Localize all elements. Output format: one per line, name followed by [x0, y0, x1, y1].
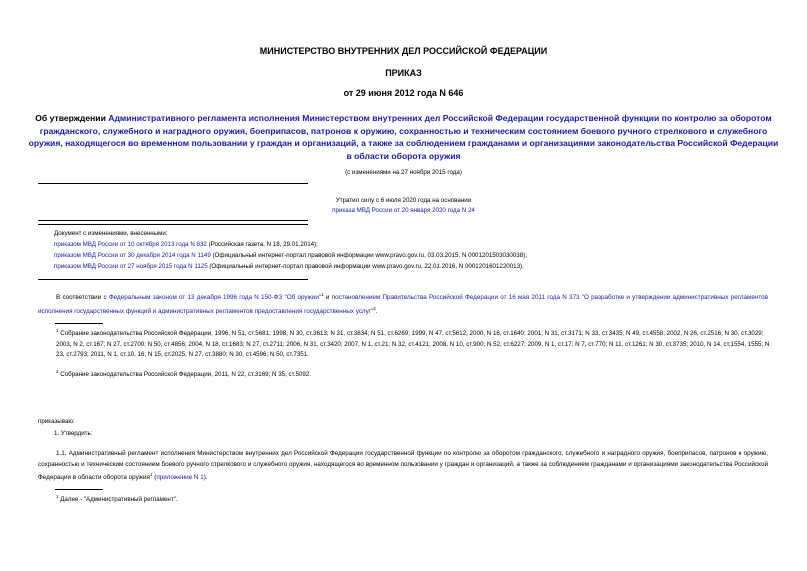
- footnote-2: [56, 367, 776, 381]
- footnote-divider: [55, 323, 103, 324]
- ministry-heading: МИНИСТЕРСТВО ВНУТРЕННИХ ДЕЛ РОССИЙСКОЙ ФЕДЕРАЦИИ: [259, 46, 548, 56]
- regulation-title-link[interactable]: Административного регламента исполнения Министерством внутренних дел Российской Федерации государственной функции по контролю за оборотом гражданского, служебного и наградного оружия, боеприпасов, патронов к оружию, сохранностью и техническим состоянием боевого ручного стрелкового и служебного оружия, находящегося во временном пользовании у граждан и организаций, а также за соблюдением гражданами и организациями законодательства Российской Федерации в области оборота оружия: [28, 113, 779, 161]
- preamble-paragraph: [38, 290, 768, 317]
- weapons-law-link[interactable]: Федеральным законом от 13 декабря 1996 года N 150-ФЗ "Об оружии": [108, 294, 322, 302]
- preamble-text: и: [323, 294, 332, 302]
- order-date: от 29 июня 2012 года N 646: [343, 88, 464, 98]
- change-order-link[interactable]: приказом МВД России от 27 ноября 2015 года N 1125: [54, 263, 208, 270]
- approve-text: 1. Утвердить:: [54, 430, 93, 437]
- footnote-number: 1: [56, 494, 59, 499]
- title-prefix: Об утверждении: [35, 113, 109, 123]
- changes-heading: Документ с изменениями, внесенными:: [54, 230, 168, 237]
- change-source: (Официальный интернет-портал правовой информации www.pravo.gov.ru, 03.03.2015, N 0001201503030038);: [210, 252, 527, 259]
- footnote-divider: [55, 489, 103, 490]
- order-heading: ПРИКАЗ: [385, 68, 422, 78]
- footnote-ref[interactable]: 1: [321, 292, 324, 297]
- footnote-ref[interactable]: 2: [373, 305, 376, 311]
- change-item: [54, 241, 318, 249]
- footnote-1: [56, 326, 776, 361]
- change-order-link[interactable]: приказом МВД России от 30 декабря 2014 года N 1149: [54, 252, 211, 259]
- footnote-text: Собрание законодательства Российской Федерации, 1996, N 51, ст.5681; 1998, N 30, ст.3613; N 31, ст.3834; N 51, ст.6269; 1999, N 47, ст.5612; 2000, N 16, ст.1640; 2001, N 31, ст.3171; N 33, ст.3435; N 49, ст.4558; 2002, N 26, ст.2516; N 30, ст.3029; 2003, N 2, ст.167; N 27, ст.2700; N 50, ст.4856; 2004, N 18, ст.1683; N 27, ст.2711; 2006, N 31, ст.3420; 2007, N 1, ст.21; N 32, ст.4121; 2008, N 10, ст.900; N 52, ст.6227; 2009, N 1, ст.17; N 7, ст.770; N 11, ст.1261; N 30, ст.3735; 2010, N 14, ст.1554, 1555; N 23, ст.2793; 2011, N 1, ст.10, 16; N 15, ст.2025; N 27, ст.3880; N 30, ст.4596; N 50, ст.7351.: [56, 330, 770, 359]
- paragraph-text: ).: [203, 474, 208, 482]
- footnote-number: 1: [56, 328, 59, 333]
- change-source: (Официальный интернет-портал правовой информации www.pravo.gov.ru, 22.01.2016, N 0001201601220013).: [207, 263, 524, 270]
- preamble-text: .: [375, 307, 378, 315]
- change-item: [54, 263, 524, 271]
- footnote-number: 2: [56, 369, 59, 374]
- preamble-text: В соответствии с: [56, 294, 109, 302]
- footnote-text: Далее - "Административный регламент".: [58, 496, 178, 504]
- repealed-note: Утратил силу с 6 июля 2020 года на основании: [335, 197, 472, 204]
- orders-text: приказываю:: [38, 418, 75, 425]
- footnote-ref[interactable]: 1: [149, 472, 153, 477]
- divider: [38, 279, 308, 280]
- paragraph-text: (: [152, 474, 157, 482]
- change-order-link[interactable]: приказом МВД России от 10 октября 2013 года N 832: [54, 241, 207, 248]
- divider: [38, 224, 308, 225]
- change-item: [54, 252, 527, 260]
- paragraph-1-1: [38, 449, 768, 484]
- paragraph-text: 1.1. Административный регламент исполнения Министерством внутренних дел Российской Федерации государственной функции по контролю за оборотом гражданского, служебного и наградного оружия, боеприпасов, патронов к оружию, сохранностью и техническим состоянием боевого ручного стрелкового и служебного оружия, находящегося во временном пользовании у граждан и организаций, а также за соблюдением гражданами и организациями законодательства Российской Федерации в области оборота оружия: [38, 450, 768, 482]
- appendix-1-link[interactable]: приложение N 1: [156, 474, 204, 482]
- document-title: [26, 112, 781, 162]
- change-source: (Российская газета, N 18, 29.01.2014);: [206, 241, 318, 248]
- amended-note: (с изменениями на 27 ноября 2015 года): [345, 169, 462, 176]
- divider: [38, 220, 308, 221]
- footnote-3: [56, 492, 776, 506]
- repealed-order-link[interactable]: приказа МВД России от 20 января 2020 года N 24: [332, 207, 475, 214]
- government-resolution-link[interactable]: постановлением Правительства Российской Федерации от 16 мая 2011 года N 373 "О разработке и утверждении административных регламентов исполнения государственных функций и административных регламентов предоставления государственных услуг": [38, 294, 769, 315]
- footnote-text: Собрание законодательства Российской Федерации, 2011, N 22, ст.3169; N 35, ст.5092.: [58, 371, 311, 379]
- divider: [38, 183, 308, 184]
